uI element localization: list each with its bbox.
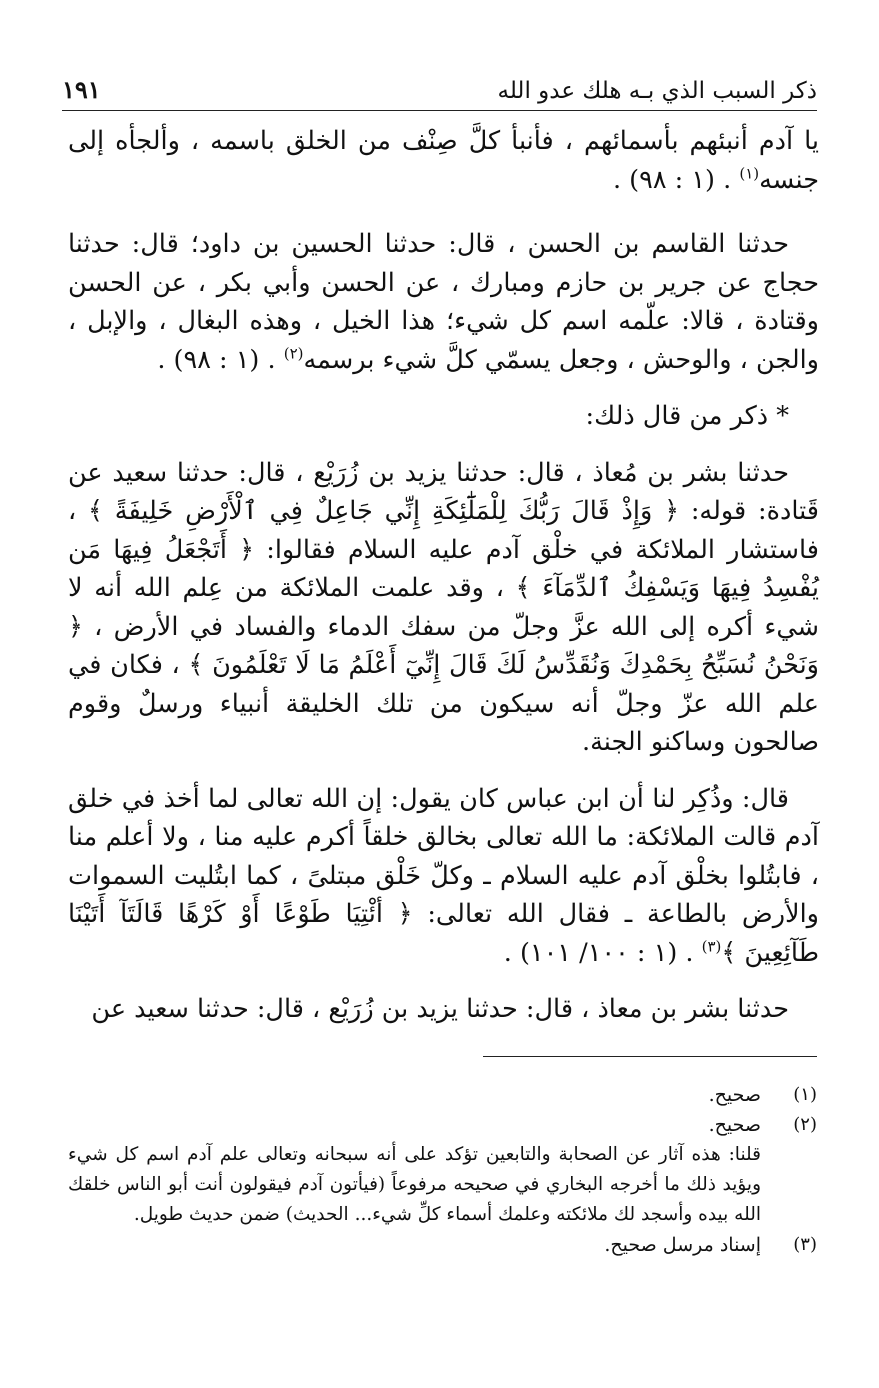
footnote-separator: [483, 1056, 817, 1057]
running-title: ذكر السبب الذي بـه هلك عدو الله: [497, 78, 817, 104]
footnote-text: صحيح.: [708, 1084, 761, 1106]
paragraph-4: [68, 780, 819, 973]
paragraph-text: حدثنا بشر بن مُعاذ ، قال: حدثنا يزيد بن زُرَيْع ، قال: حدثنا سعيد عن قَتادة: قوله: ﴿ وَإِذْ قَالَ رَبُّكَ لِلْمَلَٰٓئِكَةِ إِنِّي جَاعِلٌ فِي ٱلْأَرْضِ خَلِيفَةً ﴾ ، فاستشار الملائكة في خلْق آدم عليه السلام فقالوا: ﴿ أَتَجْعَلُ فِيهَا مَن يُفْسِدُ فِيهَا وَيَسْفِكُ ٱلدِّمَآءَ ﴾ ، وقد علمت الملائكة من عِلم الله أنه لا شيء أكره إلى الله عزَّ وجلّ من سفك الدماء والفساد في الأرض ، ﴿ وَنَحْنُ نُسَبِّحُ بِحَمْدِكَ وَنُقَدِّسُ لَكَ قَالَ إِنِّيٓ أَعْلَمُ مَا لَا تَعْلَمُونَ ﴾ ، فكان في علم الله عزّ وجلّ أنه سيكون من تلك الخليقة أنبياء ورسلٌ وقوم صالحون وساكنو الجنة.: [68, 457, 819, 757]
paragraph-2: [68, 225, 819, 379]
main-text: [68, 122, 819, 1029]
footnote-number: (٣): [793, 1234, 817, 1255]
section-heading: [68, 397, 819, 436]
citation: . (١ : ١٠٠/ ١٠١) .: [503, 937, 694, 968]
footnote-text: إسناد مرسل صحيح.: [604, 1234, 761, 1256]
footnote-number: (٢): [793, 1114, 817, 1135]
paragraph-1: [68, 122, 819, 199]
footnote-2-note: قلنا: هذه آثار عن الصحابة والتابعين تؤكد على أنه سبحانه وتعالى علم آدم اسم كل شيء ويؤيد ذلك ما أخرجه البخاري في صحيحه مرفوعاً (فيأتون آدم فيقولون أنت أبو الناس خلقك الله بيده وأسجد لك ملائكته وعلمك أسماء كلِّ شيء... الحديث) ضمن حديث طويل.: [68, 1144, 761, 1225]
paragraph-text: قال: وذُكِر لنا أن ابن عباس كان يقول: إن الله تعالى لما أخذ في خلق آدم قالت الملائكة: ما الله تعالى بخالق خلقاً أكرم عليه منا ، ولا أعلم منا ، فابتُلوا بخلْق آدم عليه السلام ـ وكلّ خَلْق مبتلىً ، كما ابتُليت السموات والأرض بالطاعة ـ فقال الله تعالى: ﴿ أئْتِيَا طَوْعًا أَوْ كَرْهًا قَالَتَآ أَتَيْنَا طَآئِعِينَ ﴾: [68, 783, 819, 968]
footnote-marker: (٣): [701, 937, 722, 955]
paragraph-5: [68, 990, 819, 1029]
footnotes: [68, 1080, 817, 1260]
page-header: [62, 66, 817, 111]
footnote-number: (١): [793, 1084, 817, 1105]
paragraph-text: حدثنا القاسم بن الحسن ، قال: حدثنا الحسين بن داود؛ قال: حدثنا حجاج عن جرير بن حازم ومبارك ، عن الحسن وأبي بكر ، عن الحسن وقتادة ، قالا: علّمه اسم كل شيء؛ هذا الخيل ، وهذه البغال ، والإبل ، والجن ، والوحش ، وجعل يسمّي كلَّ شيء برسمه: [68, 229, 819, 375]
footnote-1: [68, 1080, 817, 1110]
footnote-2: [68, 1110, 817, 1140]
footnote-marker: (١): [739, 164, 760, 182]
citation: . (١ : ٩٨) .: [157, 344, 276, 375]
paragraph-text: حدثنا بشر بن معاذ ، قال: حدثنا يزيد بن زُرَيْع ، قال: حدثنا سعيد عن: [91, 994, 789, 1024]
paragraph-text: يا آدم أنبئهم بأسمائهم ، فأنبأ كلَّ صِنْف من الخلق باسمه ، وألجأه إلى جنسه: [68, 126, 819, 195]
footnote-marker: (٢): [283, 344, 304, 362]
paragraph-3: [68, 454, 819, 762]
footnote-3: [68, 1230, 817, 1260]
citation: . (١ : ٩٨) .: [612, 164, 732, 195]
page-number: ١٩١: [62, 75, 101, 104]
heading-text: * ذكر من قال ذلك:: [585, 401, 789, 431]
footnote-text: صحيح.: [708, 1114, 761, 1136]
